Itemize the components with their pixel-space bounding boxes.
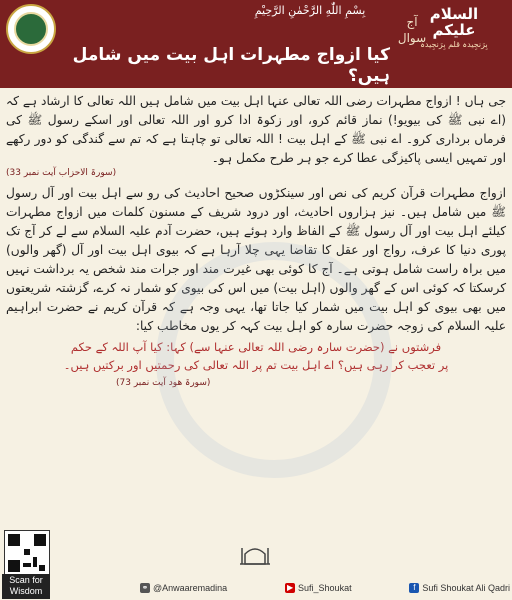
reference-hud: (سورۃ ھود آیت نمبر 73) bbox=[116, 378, 211, 388]
content-body bbox=[6, 92, 506, 564]
social-link-youtube[interactable] bbox=[285, 583, 352, 593]
angel-quote-line1: فرشتوں نے (حضرت سارہ رضی اللہ تعالی عنہا سے) کہا: کیا آپ اللہ کے حکم bbox=[70, 340, 442, 354]
question-label-line1: آج bbox=[406, 15, 418, 29]
youtube-icon: ▶ bbox=[286, 583, 294, 592]
qr-code-icon[interactable] bbox=[4, 530, 50, 576]
social-links bbox=[140, 580, 510, 596]
paragraph-1: جی ہاں ! ازواج مطہرات رضی اللہ تعالی عنہا اہل بیت میں شامل ہیں اللہ تعالی کا ارشاد ہے کہ (اے نبی ﷺ کی بیویو!) نماز قائم کرو، اور زکوۃ ادا کرو اور اللہ تعالی اور اسکے رسول ﷺ کی فرماں برداری کرو۔ اے نبی ﷺ کے اہل بیت ! اللہ تعالی تو چاہتا ہے کہ تم سے گندگی کو دور رکھے اور تمہیں ایسی پاکیزگی عطا کرے جو ہر طرح مکمل ہو۔ bbox=[6, 94, 506, 165]
watermark-emblem bbox=[156, 242, 392, 478]
header-banner bbox=[0, 0, 512, 88]
social-link-website[interactable] bbox=[140, 583, 227, 593]
social-link-facebook[interactable] bbox=[409, 583, 510, 593]
social-website-text: @Anwaaremadina bbox=[153, 583, 228, 593]
footer bbox=[0, 530, 512, 600]
scan-label-line2: Wisdom bbox=[9, 586, 43, 596]
brand-line2: علیکم bbox=[432, 21, 476, 39]
angel-quote-line2: پر تعجب کر رہی ہیں؟ اے اہل بیت تم پر اللہ تعالی کی رحمتیں اور برکتیں ہیں۔ bbox=[63, 358, 449, 372]
brand-calligraphy bbox=[404, 6, 504, 49]
question-title: کیا ازواج مطہرات اہل بیت میں شامل ہیں؟ bbox=[72, 45, 390, 86]
logo-emblem bbox=[6, 4, 56, 54]
facebook-icon: f bbox=[409, 583, 419, 593]
mosque-icon bbox=[240, 542, 270, 566]
reference-ahzab: (سورۃ الاحزاب آیت نمبر 33) bbox=[6, 168, 117, 178]
scan-label bbox=[2, 574, 50, 599]
brand-subtitle: بِرَنجِیدہ قلم بِرَنجِیدہ bbox=[420, 40, 488, 49]
bismillah-text: بِسْمِ اللّٰهِ الرَّحْمٰنِ الرَّحِیْمِ bbox=[254, 4, 366, 17]
brand-line1: السلام bbox=[429, 5, 479, 23]
logo-emblem-inner bbox=[14, 12, 48, 46]
social-youtube-text: Sufi_Shoukat bbox=[298, 583, 352, 593]
question-label-line2: سوال bbox=[397, 31, 427, 45]
social-facebook-text: Sufi Shoukat Ali Qadri bbox=[422, 583, 510, 593]
scan-label-line1: Scan for bbox=[9, 575, 43, 585]
link-icon: ⚭ bbox=[141, 583, 149, 592]
paragraph-2: ازواج مطہرات قرآن کریم کی نص اور سینکڑوں صحیح احادیث کی رو سے اہل بیت اور آل رسول ﷺ میں شامل ہیں۔ نیز ہزاروں احادیث، اور درود شریف کے مسنون کلمات میں ازواج مطہرات کیلئے اہل بیت اور آل رسول ﷺ کے الفاظ وارد ہوئے ہیں، حضرت آدم علیہ السلام سے لے کر آج تک پوری دنیا کا عرف، رواج اور عقل کا تقاضا یہی چلا آرہا ہے کہ بیوی اہل بیت اور آل (گھر والوں) میں براہ راست شامل ہوتی ہے۔ آج کا کوئی بھی غیرت مند اور جرات مند شخص یہ برداشت نہیں کرسکتا کہ کوئی اس کے گھر والوں (اہل بیت) میں اس کی بیوی کو شمار نہ کرے، گزشتہ شریعتوں میں بھی بیوی کو اہل بیت میں شمار کیا جاتا تھا، یہی وجہ ہے کہ قرآن کریم نے حضرت ابراہیم علیہ السلام کی زوجہ حضرت سارہ کو اہل بیت کہہ کر یوں مخاطب کیا: bbox=[6, 186, 506, 333]
